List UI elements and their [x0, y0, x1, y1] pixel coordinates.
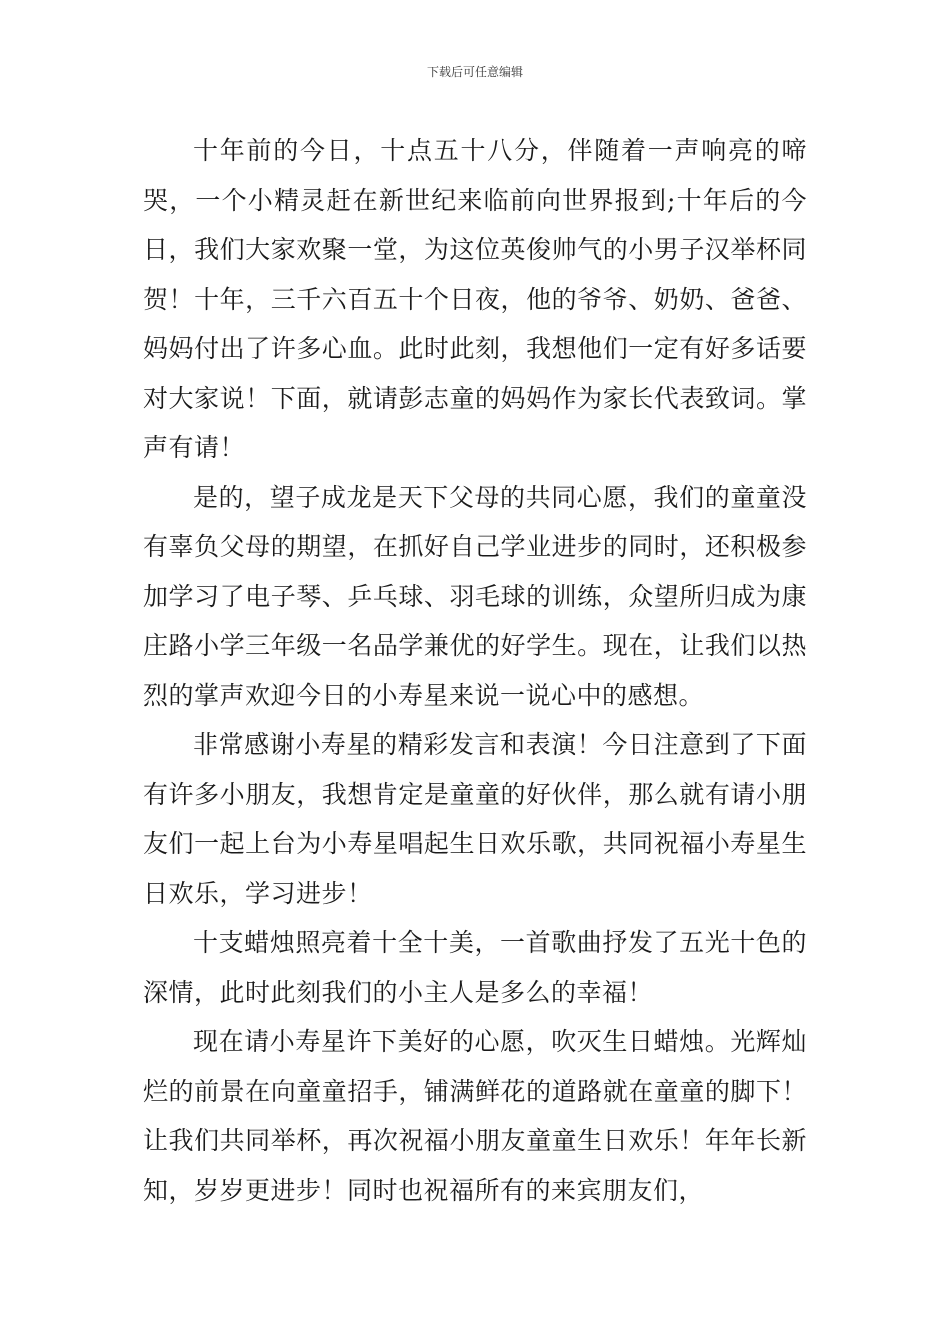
page-header: 下载后可任意编辑 — [426, 65, 523, 79]
paragraph-1: 十年前的今日，十点五十八分，伴随着一声响亮的啼哭，一个小精灵赶在新世纪来临前向世界报到;十年后的今日，我们大家欢聚一堂，为这位英俊帅气的小男子汉举杯同贺！十年，三千六百五十个日夜，他的爷爷、奶奶、爸爸、妈妈付出了许多心血。此时此刻，我想他们一定有好多话要对大家说！下面，就请彭志童的妈妈作为家长代表致词。掌声有请！ — [143, 136, 807, 462]
document-body — [143, 126, 807, 1215]
paragraph-5: 现在请小寿星许下美好的心愿，吹灭生日蜡烛。光辉灿烂的前景在向童童招手，铺满鲜花的道路就在童童的脚下！让我们共同举杯，再次祝福小朋友童童生日欢乐！年年长新知，岁岁更进步！同时也祝福所有的来宾朋友们， — [143, 1027, 807, 1205]
paragraph-4: 十支蜡烛照亮着十全十美，一首歌曲抒发了五光十色的深情，此时此刻我们的小主人是多么的幸福！ — [143, 928, 807, 1007]
paragraph-2: 是的，望子成龙是天下父母的共同心愿，我们的童童没有辜负父母的期望，在抓好自己学业进步的同时，还积极参加学习了电子琴、乒乓球、羽毛球的训练，众望所归成为康庄路小学三年级一名品学兼优的好学生。现在，让我们以热烈的掌声欢迎今日的小寿星来说一说心中的感想。 — [143, 482, 807, 710]
paragraph-3: 非常感谢小寿星的精彩发言和表演！今日注意到了下面有许多小朋友，我想肯定是童童的好伙伴，那么就有请小朋友们一起上台为小寿星唱起生日欢乐歌，共同祝福小寿星生日欢乐，学习进步！ — [143, 730, 807, 908]
